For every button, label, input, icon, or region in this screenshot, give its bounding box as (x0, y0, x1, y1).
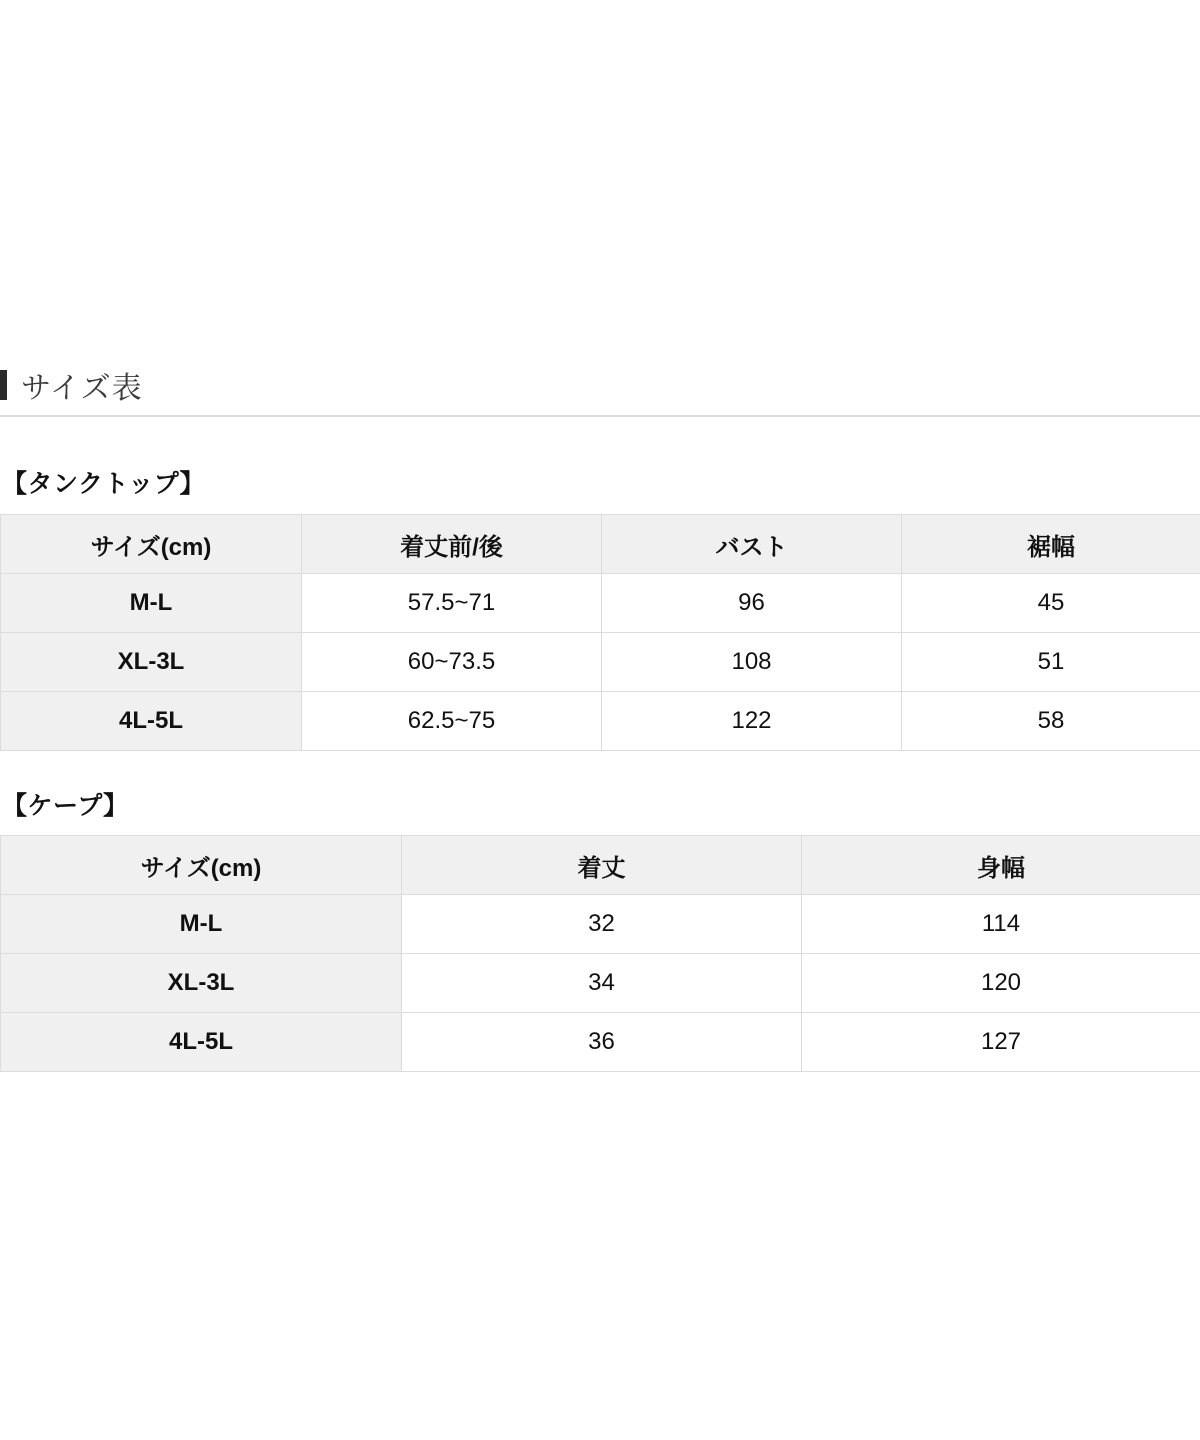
table-row (1, 1013, 1200, 1072)
column-header: サイズ(cm) (1, 515, 302, 574)
table-cell: 96 (602, 574, 902, 633)
column-header: サイズ(cm) (1, 836, 402, 895)
table-header-row (1, 515, 1200, 574)
table-cell: 32 (402, 895, 802, 954)
table-cell: 34 (402, 954, 802, 1013)
table-cell: 127 (802, 1013, 1200, 1072)
column-header: 着丈 (402, 836, 802, 895)
accent-bar-icon (0, 370, 7, 400)
table-cell: 57.5~71 (302, 574, 602, 633)
table-cell: 58 (902, 692, 1200, 751)
table-row (1, 633, 1200, 692)
row-size-label: M-L (1, 574, 302, 633)
column-header: 身幅 (802, 836, 1200, 895)
table-cell: 51 (902, 633, 1200, 692)
table-cell: 36 (402, 1013, 802, 1072)
page-title: サイズ表 (21, 372, 143, 405)
table-row (1, 692, 1200, 751)
row-size-label: XL-3L (1, 633, 302, 692)
section-header (0, 355, 1200, 417)
table-cell: 45 (902, 574, 1200, 633)
table-cell: 108 (602, 633, 902, 692)
tanktop-heading: 【タンクトップ】 (2, 470, 206, 498)
table-header-row (1, 836, 1200, 895)
table-cell: 62.5~75 (302, 692, 602, 751)
table-row (1, 895, 1200, 954)
table-row (1, 574, 1200, 633)
table-cell: 60~73.5 (302, 633, 602, 692)
table-cell: 122 (602, 692, 902, 751)
row-size-label: M-L (1, 895, 402, 954)
cape-size-table (0, 835, 1200, 1072)
row-size-label: XL-3L (1, 954, 402, 1013)
table-row (1, 954, 1200, 1013)
table-cell: 114 (802, 895, 1200, 954)
tanktop-size-table (0, 514, 1200, 751)
row-size-label: 4L-5L (1, 1013, 402, 1072)
table-cell: 120 (802, 954, 1200, 1013)
row-size-label: 4L-5L (1, 692, 302, 751)
column-header: 着丈前/後 (302, 515, 602, 574)
cape-heading: 【ケープ】 (2, 792, 129, 820)
column-header: バスト (602, 515, 902, 574)
column-header: 裾幅 (902, 515, 1200, 574)
